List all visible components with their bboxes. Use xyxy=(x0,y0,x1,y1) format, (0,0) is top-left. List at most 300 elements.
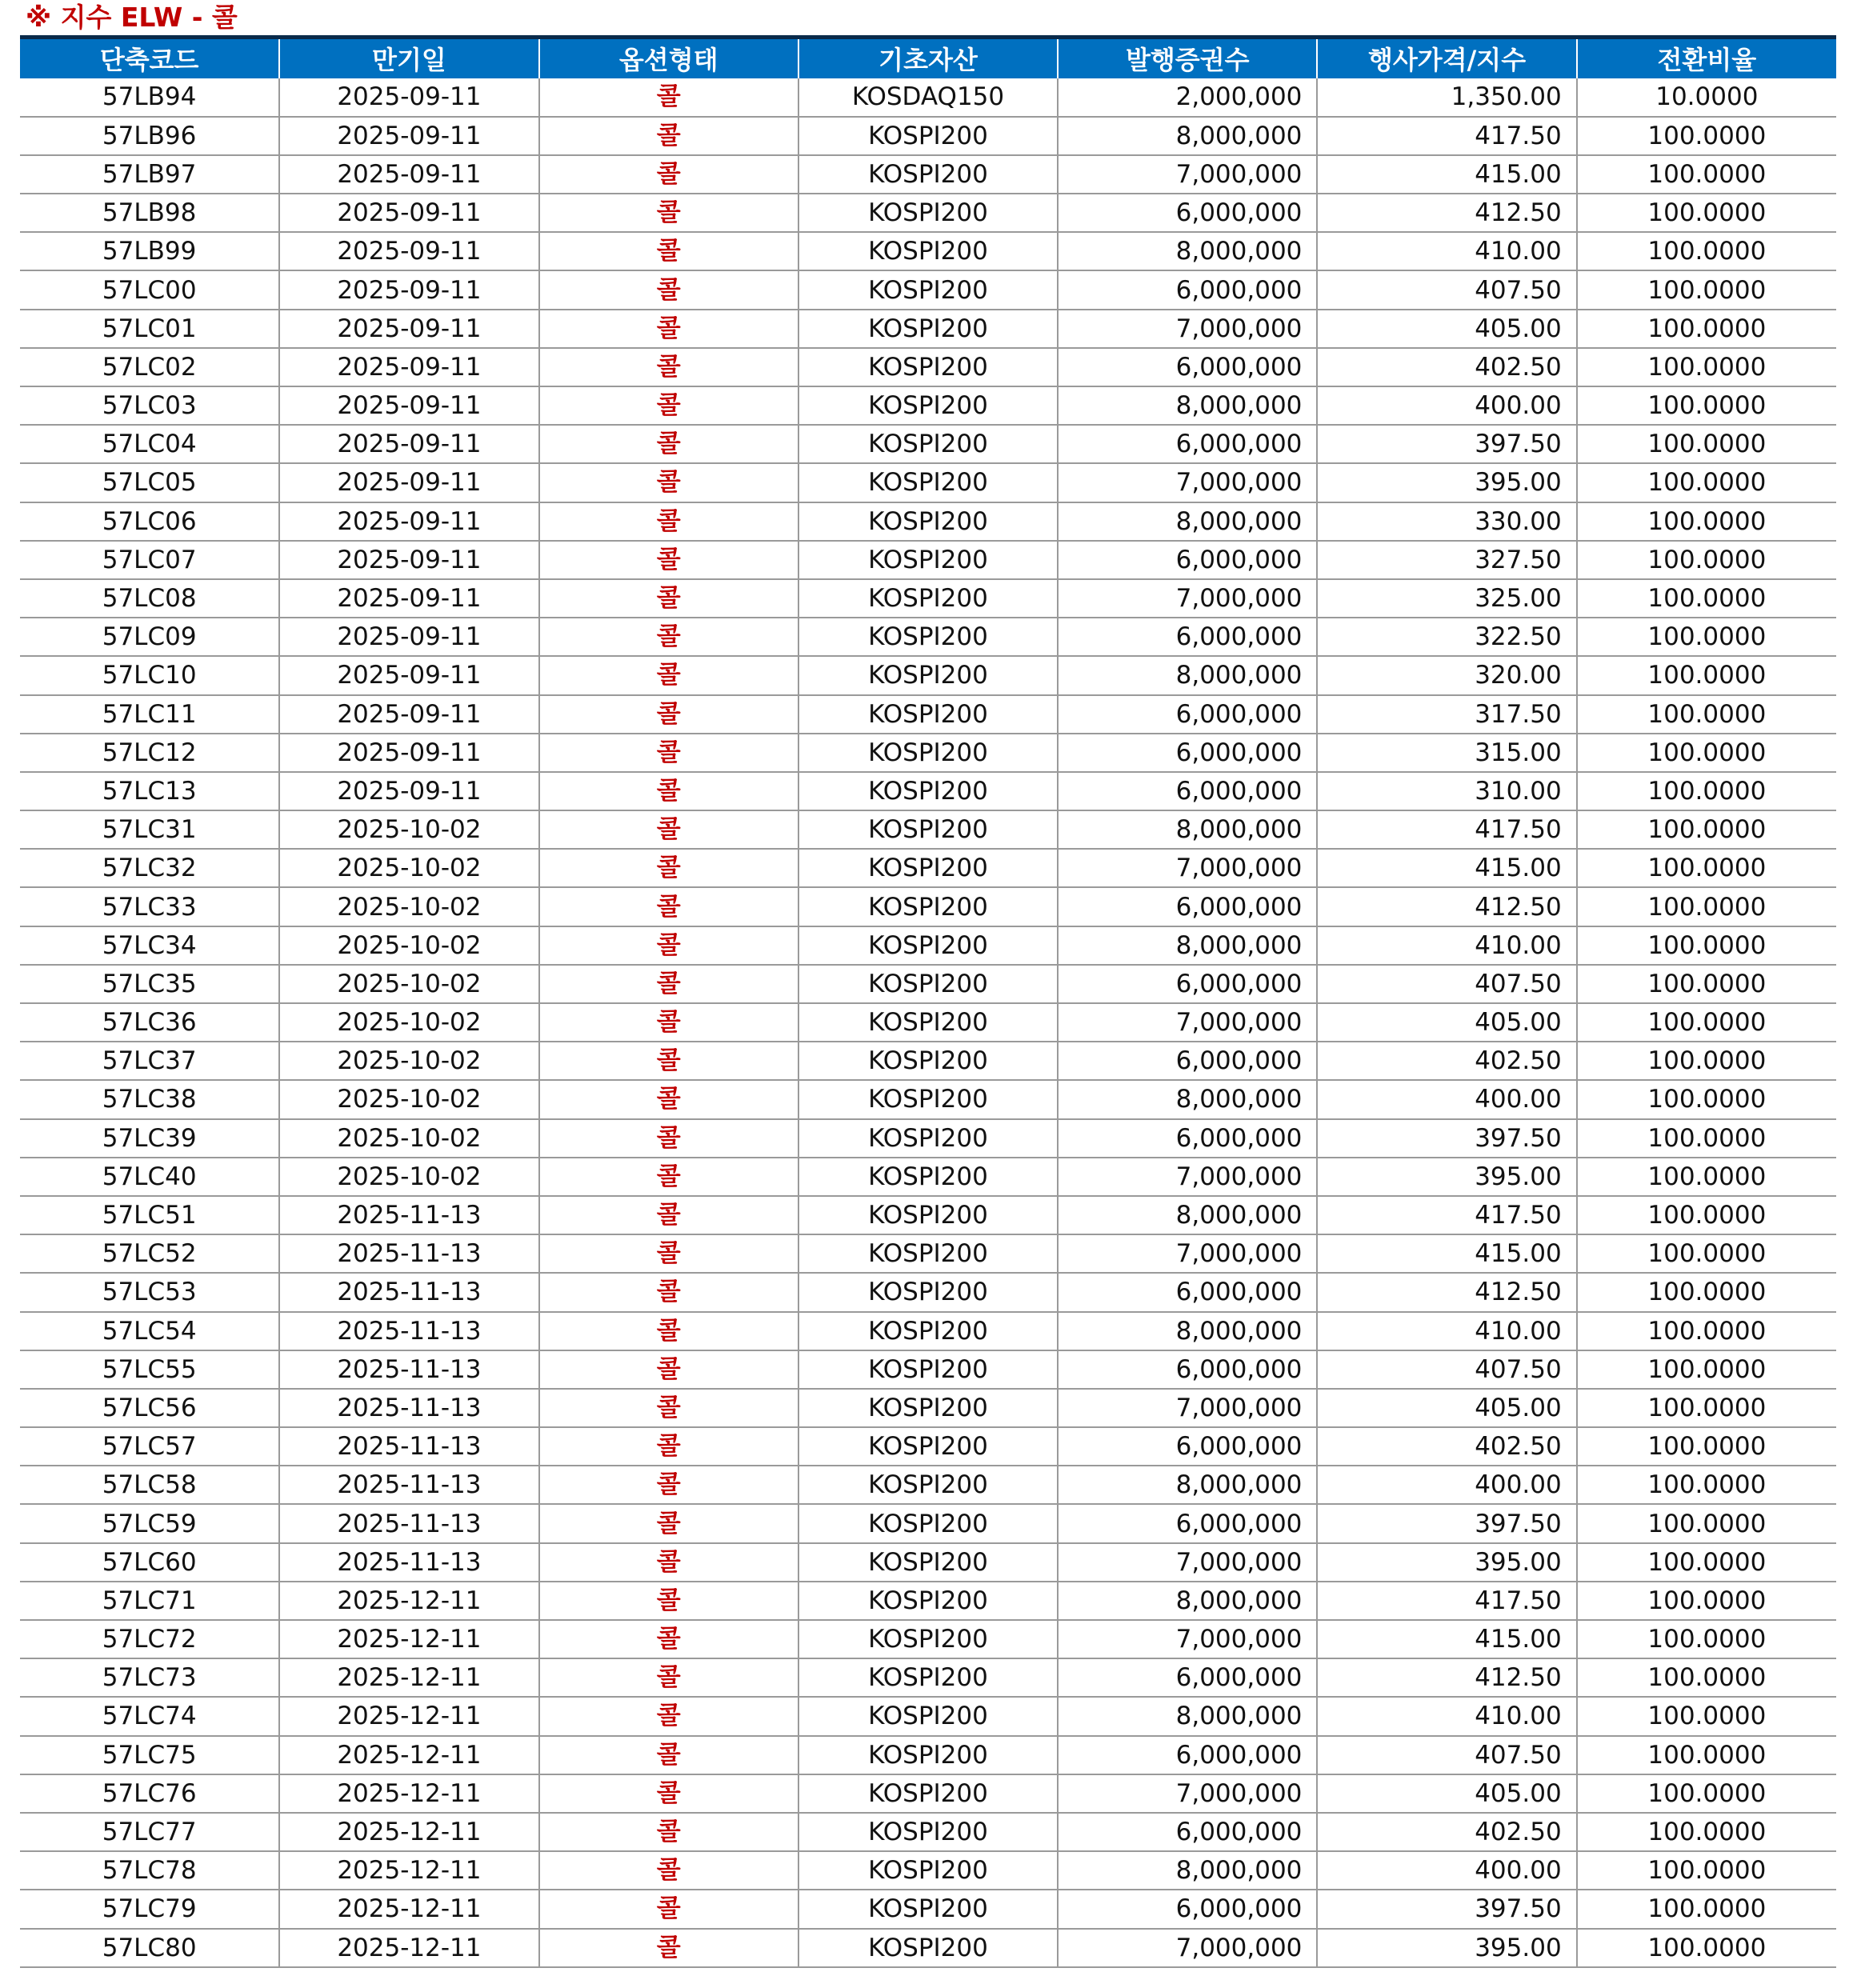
cell-strike-price: 405.00 xyxy=(1317,1774,1576,1813)
cell-conversion-ratio: 100.0000 xyxy=(1577,1350,1836,1389)
cell-short-code: 57LC03 xyxy=(20,386,279,425)
cell-maturity-date: 2025-10-02 xyxy=(279,965,538,1003)
cell-underlying-asset: KOSPI200 xyxy=(798,194,1058,232)
cell-option-type: 콜 xyxy=(539,1003,798,1042)
cell-maturity-date: 2025-09-11 xyxy=(279,656,538,694)
table-row xyxy=(20,1504,1836,1542)
cell-conversion-ratio: 100.0000 xyxy=(1577,348,1836,386)
cell-issued-quantity: 6,000,000 xyxy=(1058,618,1317,656)
table-row xyxy=(20,155,1836,194)
cell-maturity-date: 2025-09-11 xyxy=(279,117,538,155)
cell-conversion-ratio: 100.0000 xyxy=(1577,386,1836,425)
cell-short-code: 57LC32 xyxy=(20,849,279,887)
cell-conversion-ratio: 100.0000 xyxy=(1577,1658,1836,1697)
table-row xyxy=(20,502,1836,541)
cell-maturity-date: 2025-12-11 xyxy=(279,1736,538,1774)
cell-underlying-asset: KOSPI200 xyxy=(798,695,1058,734)
cell-underlying-asset: KOSPI200 xyxy=(798,1620,1058,1658)
cell-conversion-ratio: 100.0000 xyxy=(1577,810,1836,849)
cell-short-code: 57LC77 xyxy=(20,1813,279,1851)
cell-issued-quantity: 7,000,000 xyxy=(1058,155,1317,194)
table-row xyxy=(20,425,1836,463)
cell-maturity-date: 2025-11-13 xyxy=(279,1273,538,1311)
cell-short-code: 57LC10 xyxy=(20,656,279,694)
header-underlying-asset: 기초자산 xyxy=(798,38,1058,78)
cell-option-type: 콜 xyxy=(539,155,798,194)
cell-maturity-date: 2025-10-02 xyxy=(279,849,538,887)
cell-strike-price: 415.00 xyxy=(1317,1620,1576,1658)
table-row xyxy=(20,1389,1836,1427)
cell-conversion-ratio: 10.0000 xyxy=(1577,78,1836,117)
cell-conversion-ratio: 100.0000 xyxy=(1577,1312,1836,1350)
cell-maturity-date: 2025-11-13 xyxy=(279,1389,538,1427)
table-row xyxy=(20,579,1836,618)
cell-issued-quantity: 8,000,000 xyxy=(1058,1697,1317,1735)
cell-short-code: 57LC78 xyxy=(20,1851,279,1890)
cell-underlying-asset: KOSPI200 xyxy=(798,1658,1058,1697)
cell-short-code: 57LC39 xyxy=(20,1119,279,1158)
cell-issued-quantity: 6,000,000 xyxy=(1058,1813,1317,1851)
cell-option-type: 콜 xyxy=(539,1736,798,1774)
cell-strike-price: 395.00 xyxy=(1317,1543,1576,1582)
cell-maturity-date: 2025-12-11 xyxy=(279,1620,538,1658)
cell-conversion-ratio: 100.0000 xyxy=(1577,926,1836,965)
cell-strike-price: 402.50 xyxy=(1317,1042,1576,1080)
cell-maturity-date: 2025-12-11 xyxy=(279,1582,538,1620)
cell-short-code: 57LC59 xyxy=(20,1504,279,1542)
cell-short-code: 57LC04 xyxy=(20,425,279,463)
table-body xyxy=(20,78,1836,1967)
cell-conversion-ratio: 100.0000 xyxy=(1577,1620,1836,1658)
cell-maturity-date: 2025-09-11 xyxy=(279,348,538,386)
cell-underlying-asset: KOSPI200 xyxy=(798,849,1058,887)
cell-short-code: 57LC09 xyxy=(20,618,279,656)
cell-issued-quantity: 7,000,000 xyxy=(1058,579,1317,618)
cell-short-code: 57LC07 xyxy=(20,541,279,579)
table-row xyxy=(20,1042,1836,1080)
cell-underlying-asset: KOSPI200 xyxy=(798,1813,1058,1851)
cell-conversion-ratio: 100.0000 xyxy=(1577,1466,1836,1504)
cell-maturity-date: 2025-09-11 xyxy=(279,734,538,772)
cell-conversion-ratio: 100.0000 xyxy=(1577,1196,1836,1234)
cell-underlying-asset: KOSPI200 xyxy=(798,926,1058,965)
cell-option-type: 콜 xyxy=(539,1929,798,1967)
cell-issued-quantity: 6,000,000 xyxy=(1058,194,1317,232)
cell-issued-quantity: 6,000,000 xyxy=(1058,1042,1317,1080)
table-row xyxy=(20,656,1836,694)
cell-strike-price: 397.50 xyxy=(1317,425,1576,463)
cell-option-type: 콜 xyxy=(539,270,798,309)
cell-conversion-ratio: 100.0000 xyxy=(1577,1582,1836,1620)
cell-underlying-asset: KOSPI200 xyxy=(798,1504,1058,1542)
cell-conversion-ratio: 100.0000 xyxy=(1577,1929,1836,1967)
table-row xyxy=(20,1466,1836,1504)
cell-short-code: 57LB94 xyxy=(20,78,279,117)
cell-issued-quantity: 7,000,000 xyxy=(1058,463,1317,502)
cell-underlying-asset: KOSDAQ150 xyxy=(798,78,1058,117)
cell-strike-price: 400.00 xyxy=(1317,386,1576,425)
cell-short-code: 57LC38 xyxy=(20,1080,279,1118)
cell-underlying-asset: KOSPI200 xyxy=(798,1003,1058,1042)
cell-underlying-asset: KOSPI200 xyxy=(798,656,1058,694)
table-row xyxy=(20,1003,1836,1042)
cell-maturity-date: 2025-09-11 xyxy=(279,541,538,579)
cell-option-type: 콜 xyxy=(539,425,798,463)
cell-maturity-date: 2025-09-11 xyxy=(279,618,538,656)
cell-option-type: 콜 xyxy=(539,1042,798,1080)
cell-conversion-ratio: 100.0000 xyxy=(1577,618,1836,656)
cell-conversion-ratio: 100.0000 xyxy=(1577,695,1836,734)
cell-issued-quantity: 7,000,000 xyxy=(1058,1543,1317,1582)
cell-strike-price: 412.50 xyxy=(1317,1273,1576,1311)
table-row xyxy=(20,618,1836,656)
table-row xyxy=(20,270,1836,309)
cell-maturity-date: 2025-10-02 xyxy=(279,810,538,849)
cell-issued-quantity: 6,000,000 xyxy=(1058,425,1317,463)
cell-conversion-ratio: 100.0000 xyxy=(1577,849,1836,887)
table-row xyxy=(20,887,1836,926)
cell-strike-price: 397.50 xyxy=(1317,1504,1576,1542)
cell-maturity-date: 2025-09-11 xyxy=(279,772,538,810)
cell-short-code: 57LC76 xyxy=(20,1774,279,1813)
cell-conversion-ratio: 100.0000 xyxy=(1577,1890,1836,1928)
cell-underlying-asset: KOSPI200 xyxy=(798,579,1058,618)
cell-maturity-date: 2025-10-02 xyxy=(279,1158,538,1196)
cell-strike-price: 320.00 xyxy=(1317,656,1576,694)
cell-strike-price: 400.00 xyxy=(1317,1466,1576,1504)
cell-conversion-ratio: 100.0000 xyxy=(1577,1736,1836,1774)
cell-strike-price: 327.50 xyxy=(1317,541,1576,579)
table-row xyxy=(20,1890,1836,1928)
cell-conversion-ratio: 100.0000 xyxy=(1577,232,1836,270)
cell-short-code: 57LC57 xyxy=(20,1427,279,1466)
cell-option-type: 콜 xyxy=(539,849,798,887)
cell-option-type: 콜 xyxy=(539,541,798,579)
cell-strike-price: 310.00 xyxy=(1317,772,1576,810)
cell-maturity-date: 2025-11-13 xyxy=(279,1427,538,1466)
cell-underlying-asset: KOSPI200 xyxy=(798,1158,1058,1196)
cell-issued-quantity: 6,000,000 xyxy=(1058,1119,1317,1158)
cell-short-code: 57LC52 xyxy=(20,1234,279,1273)
cell-strike-price: 412.50 xyxy=(1317,1658,1576,1697)
cell-issued-quantity: 6,000,000 xyxy=(1058,348,1317,386)
cell-short-code: 57LC75 xyxy=(20,1736,279,1774)
cell-underlying-asset: KOSPI200 xyxy=(798,1389,1058,1427)
table-row xyxy=(20,78,1836,117)
table-row xyxy=(20,232,1836,270)
cell-maturity-date: 2025-12-11 xyxy=(279,1851,538,1890)
table-row xyxy=(20,1080,1836,1118)
cell-underlying-asset: KOSPI200 xyxy=(798,1774,1058,1813)
cell-conversion-ratio: 100.0000 xyxy=(1577,1389,1836,1427)
table-row xyxy=(20,463,1836,502)
cell-conversion-ratio: 100.0000 xyxy=(1577,1273,1836,1311)
cell-strike-price: 1,350.00 xyxy=(1317,78,1576,117)
cell-maturity-date: 2025-12-11 xyxy=(279,1813,538,1851)
cell-strike-price: 317.50 xyxy=(1317,695,1576,734)
table-row xyxy=(20,1851,1836,1890)
cell-underlying-asset: KOSPI200 xyxy=(798,734,1058,772)
cell-underlying-asset: KOSPI200 xyxy=(798,155,1058,194)
cell-maturity-date: 2025-10-02 xyxy=(279,1003,538,1042)
cell-conversion-ratio: 100.0000 xyxy=(1577,463,1836,502)
cell-option-type: 콜 xyxy=(539,117,798,155)
cell-issued-quantity: 6,000,000 xyxy=(1058,887,1317,926)
cell-issued-quantity: 8,000,000 xyxy=(1058,1851,1317,1890)
cell-option-type: 콜 xyxy=(539,386,798,425)
cell-option-type: 콜 xyxy=(539,310,798,348)
cell-issued-quantity: 7,000,000 xyxy=(1058,1929,1317,1967)
cell-issued-quantity: 6,000,000 xyxy=(1058,541,1317,579)
cell-maturity-date: 2025-09-11 xyxy=(279,695,538,734)
cell-conversion-ratio: 100.0000 xyxy=(1577,541,1836,579)
cell-short-code: 57LB99 xyxy=(20,232,279,270)
table-row xyxy=(20,1196,1836,1234)
cell-underlying-asset: KOSPI200 xyxy=(798,1080,1058,1118)
cell-strike-price: 407.50 xyxy=(1317,1350,1576,1389)
cell-conversion-ratio: 100.0000 xyxy=(1577,772,1836,810)
cell-short-code: 57LC08 xyxy=(20,579,279,618)
cell-maturity-date: 2025-10-02 xyxy=(279,926,538,965)
cell-conversion-ratio: 100.0000 xyxy=(1577,117,1836,155)
cell-conversion-ratio: 100.0000 xyxy=(1577,1427,1836,1466)
cell-short-code: 57LC01 xyxy=(20,310,279,348)
cell-maturity-date: 2025-12-11 xyxy=(279,1658,538,1697)
cell-option-type: 콜 xyxy=(539,1119,798,1158)
table-row xyxy=(20,1813,1836,1851)
cell-conversion-ratio: 100.0000 xyxy=(1577,579,1836,618)
cell-maturity-date: 2025-09-11 xyxy=(279,78,538,117)
cell-short-code: 57LC72 xyxy=(20,1620,279,1658)
cell-underlying-asset: KOSPI200 xyxy=(798,772,1058,810)
cell-conversion-ratio: 100.0000 xyxy=(1577,1543,1836,1582)
cell-strike-price: 417.50 xyxy=(1317,1196,1576,1234)
header-option-type: 옵션형태 xyxy=(539,38,798,78)
cell-maturity-date: 2025-09-11 xyxy=(279,270,538,309)
cell-underlying-asset: KOSPI200 xyxy=(798,386,1058,425)
cell-conversion-ratio: 100.0000 xyxy=(1577,1158,1836,1196)
cell-issued-quantity: 6,000,000 xyxy=(1058,1273,1317,1311)
cell-strike-price: 405.00 xyxy=(1317,1389,1576,1427)
cell-issued-quantity: 7,000,000 xyxy=(1058,1620,1317,1658)
cell-strike-price: 410.00 xyxy=(1317,926,1576,965)
cell-underlying-asset: KOSPI200 xyxy=(798,1466,1058,1504)
cell-option-type: 콜 xyxy=(539,1582,798,1620)
cell-short-code: 57LC51 xyxy=(20,1196,279,1234)
cell-issued-quantity: 7,000,000 xyxy=(1058,1774,1317,1813)
cell-underlying-asset: KOSPI200 xyxy=(798,270,1058,309)
cell-strike-price: 417.50 xyxy=(1317,1582,1576,1620)
cell-issued-quantity: 7,000,000 xyxy=(1058,849,1317,887)
cell-option-type: 콜 xyxy=(539,1427,798,1466)
cell-strike-price: 397.50 xyxy=(1317,1890,1576,1928)
table-row xyxy=(20,1119,1836,1158)
elw-table xyxy=(20,35,1836,1968)
cell-short-code: 57LC12 xyxy=(20,734,279,772)
cell-maturity-date: 2025-11-13 xyxy=(279,1466,538,1504)
cell-short-code: 57LC40 xyxy=(20,1158,279,1196)
cell-underlying-asset: KOSPI200 xyxy=(798,1234,1058,1273)
cell-short-code: 57LC60 xyxy=(20,1543,279,1582)
cell-strike-price: 407.50 xyxy=(1317,270,1576,309)
cell-underlying-asset: KOSPI200 xyxy=(798,348,1058,386)
cell-maturity-date: 2025-11-13 xyxy=(279,1234,538,1273)
cell-maturity-date: 2025-10-02 xyxy=(279,1080,538,1118)
header-row xyxy=(20,38,1836,78)
cell-short-code: 57LC35 xyxy=(20,965,279,1003)
cell-maturity-date: 2025-11-13 xyxy=(279,1543,538,1582)
header-maturity-date: 만기일 xyxy=(279,38,538,78)
cell-short-code: 57LC53 xyxy=(20,1273,279,1311)
cell-strike-price: 325.00 xyxy=(1317,579,1576,618)
cell-issued-quantity: 6,000,000 xyxy=(1058,270,1317,309)
header-strike-price: 행사가격/지수 xyxy=(1317,38,1576,78)
cell-option-type: 콜 xyxy=(539,810,798,849)
cell-strike-price: 417.50 xyxy=(1317,117,1576,155)
cell-maturity-date: 2025-11-13 xyxy=(279,1350,538,1389)
cell-underlying-asset: KOSPI200 xyxy=(798,1890,1058,1928)
cell-maturity-date: 2025-10-02 xyxy=(279,887,538,926)
cell-underlying-asset: KOSPI200 xyxy=(798,310,1058,348)
cell-issued-quantity: 6,000,000 xyxy=(1058,772,1317,810)
cell-option-type: 콜 xyxy=(539,887,798,926)
cell-maturity-date: 2025-12-11 xyxy=(279,1774,538,1813)
cell-strike-price: 395.00 xyxy=(1317,1158,1576,1196)
cell-option-type: 콜 xyxy=(539,1273,798,1311)
cell-underlying-asset: KOSPI200 xyxy=(798,1851,1058,1890)
cell-issued-quantity: 6,000,000 xyxy=(1058,1658,1317,1697)
table-row xyxy=(20,310,1836,348)
cell-underlying-asset: KOSPI200 xyxy=(798,541,1058,579)
cell-strike-price: 402.50 xyxy=(1317,1813,1576,1851)
cell-issued-quantity: 8,000,000 xyxy=(1058,1466,1317,1504)
cell-short-code: 57LC00 xyxy=(20,270,279,309)
cell-conversion-ratio: 100.0000 xyxy=(1577,1234,1836,1273)
cell-issued-quantity: 8,000,000 xyxy=(1058,1582,1317,1620)
table-row xyxy=(20,1929,1836,1967)
page-title: ※ 지수 ELW - 콜 xyxy=(26,2,238,33)
cell-underlying-asset: KOSPI200 xyxy=(798,1196,1058,1234)
cell-option-type: 콜 xyxy=(539,463,798,502)
cell-option-type: 콜 xyxy=(539,1620,798,1658)
cell-strike-price: 415.00 xyxy=(1317,155,1576,194)
table-row xyxy=(20,1658,1836,1697)
cell-option-type: 콜 xyxy=(539,232,798,270)
cell-underlying-asset: KOSPI200 xyxy=(798,1929,1058,1967)
cell-conversion-ratio: 100.0000 xyxy=(1577,194,1836,232)
cell-short-code: 57LC58 xyxy=(20,1466,279,1504)
table-row xyxy=(20,541,1836,579)
cell-option-type: 콜 xyxy=(539,926,798,965)
table-row xyxy=(20,194,1836,232)
cell-option-type: 콜 xyxy=(539,1504,798,1542)
cell-conversion-ratio: 100.0000 xyxy=(1577,1774,1836,1813)
cell-short-code: 57LC13 xyxy=(20,772,279,810)
table-row xyxy=(20,1234,1836,1273)
header-issued-quantity: 발행증권수 xyxy=(1058,38,1317,78)
cell-strike-price: 400.00 xyxy=(1317,1080,1576,1118)
cell-option-type: 콜 xyxy=(539,579,798,618)
cell-maturity-date: 2025-10-02 xyxy=(279,1119,538,1158)
cell-underlying-asset: KOSPI200 xyxy=(798,502,1058,541)
cell-underlying-asset: KOSPI200 xyxy=(798,1582,1058,1620)
cell-underlying-asset: KOSPI200 xyxy=(798,463,1058,502)
cell-maturity-date: 2025-09-11 xyxy=(279,232,538,270)
cell-issued-quantity: 8,000,000 xyxy=(1058,926,1317,965)
cell-maturity-date: 2025-11-13 xyxy=(279,1196,538,1234)
cell-strike-price: 405.00 xyxy=(1317,310,1576,348)
cell-conversion-ratio: 100.0000 xyxy=(1577,656,1836,694)
cell-underlying-asset: KOSPI200 xyxy=(798,1427,1058,1466)
cell-conversion-ratio: 100.0000 xyxy=(1577,734,1836,772)
cell-issued-quantity: 8,000,000 xyxy=(1058,502,1317,541)
cell-option-type: 콜 xyxy=(539,734,798,772)
cell-option-type: 콜 xyxy=(539,1234,798,1273)
table-row xyxy=(20,772,1836,810)
cell-short-code: 57LC54 xyxy=(20,1312,279,1350)
cell-short-code: 57LC56 xyxy=(20,1389,279,1427)
cell-strike-price: 402.50 xyxy=(1317,348,1576,386)
cell-maturity-date: 2025-09-11 xyxy=(279,194,538,232)
cell-issued-quantity: 7,000,000 xyxy=(1058,310,1317,348)
cell-option-type: 콜 xyxy=(539,1466,798,1504)
cell-strike-price: 410.00 xyxy=(1317,1312,1576,1350)
cell-underlying-asset: KOSPI200 xyxy=(798,1119,1058,1158)
cell-conversion-ratio: 100.0000 xyxy=(1577,425,1836,463)
cell-issued-quantity: 8,000,000 xyxy=(1058,656,1317,694)
cell-issued-quantity: 6,000,000 xyxy=(1058,1504,1317,1542)
cell-option-type: 콜 xyxy=(539,772,798,810)
cell-underlying-asset: KOSPI200 xyxy=(798,618,1058,656)
cell-short-code: 57LB96 xyxy=(20,117,279,155)
cell-underlying-asset: KOSPI200 xyxy=(798,810,1058,849)
cell-maturity-date: 2025-09-11 xyxy=(279,502,538,541)
cell-issued-quantity: 8,000,000 xyxy=(1058,1196,1317,1234)
cell-conversion-ratio: 100.0000 xyxy=(1577,1080,1836,1118)
table-row xyxy=(20,117,1836,155)
cell-issued-quantity: 8,000,000 xyxy=(1058,232,1317,270)
cell-option-type: 콜 xyxy=(539,695,798,734)
cell-issued-quantity: 6,000,000 xyxy=(1058,1350,1317,1389)
cell-conversion-ratio: 100.0000 xyxy=(1577,1119,1836,1158)
cell-option-type: 콜 xyxy=(539,1543,798,1582)
cell-strike-price: 407.50 xyxy=(1317,1736,1576,1774)
cell-conversion-ratio: 100.0000 xyxy=(1577,1697,1836,1735)
cell-short-code: 57LC31 xyxy=(20,810,279,849)
table-row xyxy=(20,810,1836,849)
cell-strike-price: 400.00 xyxy=(1317,1851,1576,1890)
table-row xyxy=(20,695,1836,734)
cell-short-code: 57LC55 xyxy=(20,1350,279,1389)
cell-issued-quantity: 2,000,000 xyxy=(1058,78,1317,117)
cell-option-type: 콜 xyxy=(539,1813,798,1851)
cell-conversion-ratio: 100.0000 xyxy=(1577,270,1836,309)
cell-issued-quantity: 6,000,000 xyxy=(1058,1736,1317,1774)
cell-issued-quantity: 8,000,000 xyxy=(1058,1312,1317,1350)
cell-short-code: 57LC06 xyxy=(20,502,279,541)
cell-short-code: 57LC11 xyxy=(20,695,279,734)
cell-maturity-date: 2025-11-13 xyxy=(279,1504,538,1542)
cell-issued-quantity: 8,000,000 xyxy=(1058,117,1317,155)
cell-short-code: 57LC36 xyxy=(20,1003,279,1042)
cell-maturity-date: 2025-09-11 xyxy=(279,155,538,194)
table-row xyxy=(20,1582,1836,1620)
cell-short-code: 57LC71 xyxy=(20,1582,279,1620)
cell-conversion-ratio: 100.0000 xyxy=(1577,887,1836,926)
cell-option-type: 콜 xyxy=(539,194,798,232)
cell-issued-quantity: 7,000,000 xyxy=(1058,1003,1317,1042)
cell-strike-price: 402.50 xyxy=(1317,1427,1576,1466)
